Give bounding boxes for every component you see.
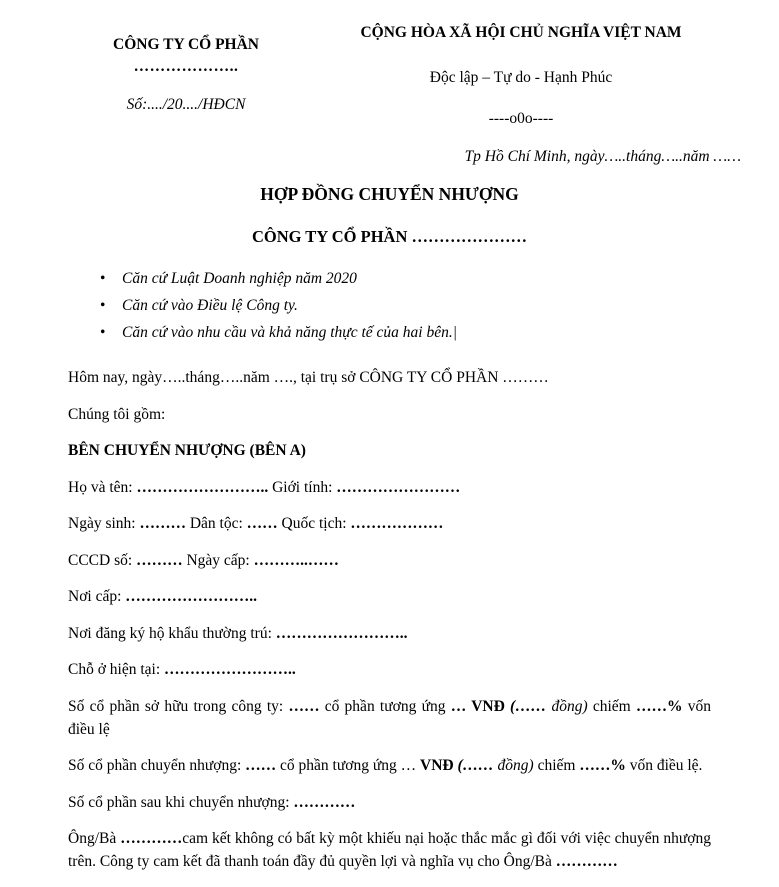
recital-text: Căn cứ vào nhu cầu và khả năng thực tế của hai bên. (122, 324, 453, 341)
shares-owned-line: Số cổ phần sở hữu trong công ty: …… cổ phần tương ứng … VNĐ (…… đồng) chiếm ……% vốn điều lệ (68, 697, 711, 738)
recitals-list (68, 265, 711, 346)
header-separator: ----o0o---- (488, 110, 554, 127)
opening-line: Hôm nay, ngày…..tháng…..năm …., tại trụ sở CÔNG TY CỔ PHẦN ……… (68, 369, 549, 386)
field-current-address: Chỗ ở hiện tại: …………………….. (68, 661, 296, 678)
national-motto-line1: CỘNG HÒA XÃ HỘI CHỦ NGHĨA VIỆT NAM (360, 24, 682, 41)
contract-subtitle: CÔNG TY CỔ PHẦN ………………… (251, 227, 527, 246)
national-motto-line2: Độc lập – Tự do - Hạnh Phúc (429, 69, 613, 86)
text-cursor: | (452, 324, 457, 341)
contract-title: HỢP ĐỒNG CHUYỂN NHƯỢNG (260, 184, 519, 204)
company-block (66, 24, 306, 128)
commitment-paragraph: Ông/Bà …………cam kết không có bất kỳ một khiếu nại hoặc thắc mắc gì đối với việc chuyển nhượng trên. Công ty cam kết đã thanh toán đầy đủ quyền lợi và nghĩa vụ cho Ông/Bà ………… (68, 830, 712, 870)
field-id-number: CCCD số: ……… Ngày cấp: ………..…… (68, 551, 339, 569)
document-header (0, 0, 779, 128)
document-number: Số:..../20..../HĐCN (126, 96, 246, 113)
field-full-name: Họ và tên: …………………….. Giới tính: …………………… (68, 478, 461, 496)
recital-item (100, 292, 711, 319)
field-birth-ethnic-nationality: Ngày sinh: ……… Dân tộc: …… Quốc tịch: ……………… (68, 515, 444, 532)
date-place-line: Tp Hồ Chí Minh, ngày…..tháng…..năm …… (464, 148, 741, 165)
recital-item (100, 265, 711, 292)
company-name: CÔNG TY CỔ PHẦN (113, 36, 259, 53)
parties-intro: Chúng tôi gồm: (68, 405, 166, 423)
document-body (68, 265, 711, 873)
company-name-dots: ……………….. (133, 58, 239, 75)
recital-item (100, 319, 711, 346)
national-header-block (356, 24, 686, 128)
recital-text: Căn cứ Luật Doanh nghiệp năm 2020 (122, 270, 357, 287)
field-permanent-residence: Nơi đăng ký hộ khẩu thường trú: …………………….. (68, 624, 408, 642)
party-a-heading: BÊN CHUYỂN NHƯỢNG (BÊN A) (68, 442, 306, 459)
shares-transferred-line: Số cổ phần chuyển nhượng: …… cổ phần tương ứng … VNĐ (…… đồng) chiếm ……% vốn điều lệ. (68, 757, 703, 774)
recital-text: Căn cứ vào Điều lệ Công ty. (122, 297, 298, 314)
field-issue-place: Nơi cấp: …………………….. (68, 588, 258, 605)
shares-after-line: Số cổ phần sau khi chuyển nhượng: ………… (68, 793, 356, 811)
